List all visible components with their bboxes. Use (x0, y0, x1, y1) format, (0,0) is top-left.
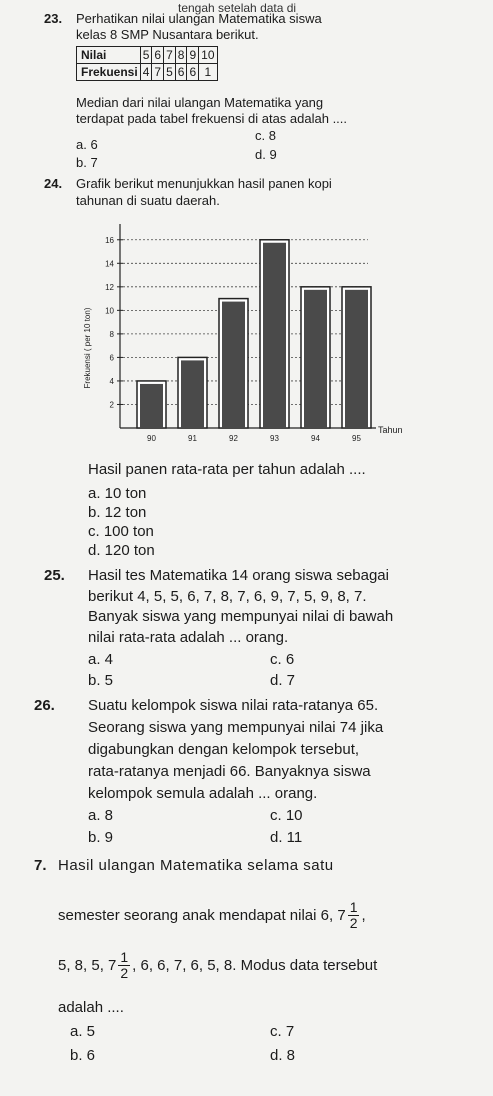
option-b[interactable]: b. 5 (88, 672, 114, 689)
question-text: berikut 4, 5, 5, 6, 7, 8, 7, 6, 9, 7, 5, 9, 8, 7. (88, 588, 367, 605)
bar-fill (140, 384, 163, 428)
question-number: 25. (44, 567, 65, 584)
fraction (348, 900, 360, 931)
option-d[interactable]: d. 7 (270, 672, 296, 689)
bar-chart (76, 222, 421, 450)
question-number: 24. (44, 176, 63, 191)
bar-fill (263, 243, 286, 428)
bar-fill (181, 360, 204, 428)
option-c[interactable]: c. 8 (255, 128, 276, 143)
fraction-numerator: 1 (120, 949, 129, 965)
option-a[interactable]: a. 6 (76, 137, 98, 152)
question-text: nilai rata-rata adalah ... orang. (88, 629, 289, 646)
option-c[interactable]: c. 10 (270, 807, 303, 824)
option-c[interactable]: c. 7 (270, 1023, 295, 1040)
question-text: terdapat pada tabel frekuensi di atas adalah .... (76, 111, 348, 126)
option-b[interactable]: b. 7 (76, 155, 98, 170)
page-header-fragment: tengah setelah data di (178, 1, 297, 15)
question-text: Hasil tes Matematika 14 orang siswa sebagai (88, 567, 389, 584)
question-text-line (58, 950, 377, 981)
table-cell: 8 (175, 47, 187, 64)
table-cell: 5 (164, 64, 176, 81)
fraction-denominator: 2 (120, 965, 129, 981)
option-a[interactable]: a. 10 ton (88, 485, 147, 502)
question-text-line (58, 900, 366, 931)
question-number: 26. (34, 697, 55, 714)
option-a[interactable]: a. 4 (88, 651, 114, 668)
question-text: rata-ratanya menjadi 66. Banyaknya siswa (88, 763, 371, 780)
fraction-denominator: 2 (349, 915, 358, 931)
question-text: Hasil panen rata-rata per tahun adalah .... (88, 461, 366, 478)
y-tick-label: 6 (109, 353, 114, 363)
x-tick-label: 92 (229, 434, 238, 443)
table-cell: 4 (140, 64, 152, 81)
table-cell: 1 (199, 64, 217, 81)
bar-fill (222, 302, 245, 428)
question-number: 23. (44, 11, 63, 26)
fraction-numerator: 1 (349, 899, 358, 915)
row-label-nilai: Nilai (77, 47, 141, 64)
fraction (118, 950, 130, 981)
question-text: Median dari nilai ulangan Matematika yang (76, 95, 324, 110)
question-text: Grafik berikut menunjukkan hasil panen kopi (76, 176, 332, 191)
table-row (77, 64, 218, 81)
question-text: Seorang siswa yang mempunyai nilai 74 jika (88, 719, 384, 736)
option-b[interactable]: b. 12 ton (88, 504, 147, 521)
option-c[interactable]: c. 100 ton (88, 523, 154, 540)
question-text: digabungkan dengan kelompok tersebut, (88, 741, 360, 758)
table-cell: 6 (187, 64, 199, 81)
table-row (77, 47, 218, 64)
y-tick-label: 14 (105, 259, 114, 269)
option-c[interactable]: c. 6 (270, 651, 295, 668)
table-cell: 5 (140, 47, 152, 64)
table-cell: 6 (152, 47, 164, 64)
x-tick-label: 93 (270, 434, 279, 443)
frequency-table (76, 46, 218, 81)
bar-fill (304, 290, 327, 428)
question-text: Perhatikan nilai ulangan Matematika siswa (76, 11, 322, 26)
x-tick-label: 95 (352, 434, 361, 443)
question-text: adalah .... (58, 999, 124, 1016)
option-b[interactable]: b. 9 (88, 829, 114, 846)
table-cell: 10 (199, 47, 217, 64)
option-d[interactable]: d. 120 ton (88, 542, 155, 559)
x-tick-label: 91 (188, 434, 197, 443)
table-cell: 6 (175, 64, 187, 81)
bar-fill (345, 290, 368, 428)
y-tick-label: 10 (105, 306, 114, 316)
question-text: kelas 8 SMP Nusantara berikut. (76, 27, 259, 42)
question-text: semester seorang anak mendapat nilai 6, 7 (58, 907, 346, 924)
table-cell: 9 (187, 47, 199, 64)
y-tick-label: 2 (109, 400, 114, 410)
option-d[interactable]: d. 11 (270, 829, 303, 846)
row-label-frekuensi: Frekuensi (77, 64, 141, 81)
question-text: , 6, 6, 7, 6, 5, 8. Modus data tersebut (132, 957, 378, 974)
y-tick-label: 12 (105, 282, 114, 292)
x-axis-label: Tahun (378, 425, 403, 435)
y-axis-label: Frekuensi ( per 10 ton) (83, 307, 92, 389)
x-tick-label: 90 (147, 434, 156, 443)
question-text: Hasil ulangan Matematika selama satu (58, 857, 334, 874)
y-tick-label: 16 (105, 235, 114, 245)
option-a[interactable]: a. 8 (88, 807, 114, 824)
x-tick-label: 94 (311, 434, 320, 443)
question-text: tahunan di suatu daerah. (76, 193, 220, 208)
option-a[interactable]: a. 5 (70, 1023, 96, 1040)
table-cell: 7 (152, 64, 164, 81)
option-d[interactable]: d. 8 (270, 1047, 296, 1064)
question-number: 7. (34, 857, 47, 874)
question-text: kelompok semula adalah ... orang. (88, 785, 318, 802)
y-tick-label: 4 (109, 376, 114, 386)
option-b[interactable]: b. 6 (70, 1047, 96, 1064)
table-cell: 7 (164, 47, 176, 64)
question-text: Suatu kelompok siswa nilai rata-ratanya 65. (88, 697, 379, 714)
y-tick-label: 8 (109, 329, 114, 339)
question-text: Banyak siswa yang mempunyai nilai di bawah (88, 608, 394, 625)
option-d[interactable]: d. 9 (255, 147, 277, 162)
question-text: , (361, 907, 366, 924)
question-text: 5, 8, 5, 7 (58, 957, 117, 974)
